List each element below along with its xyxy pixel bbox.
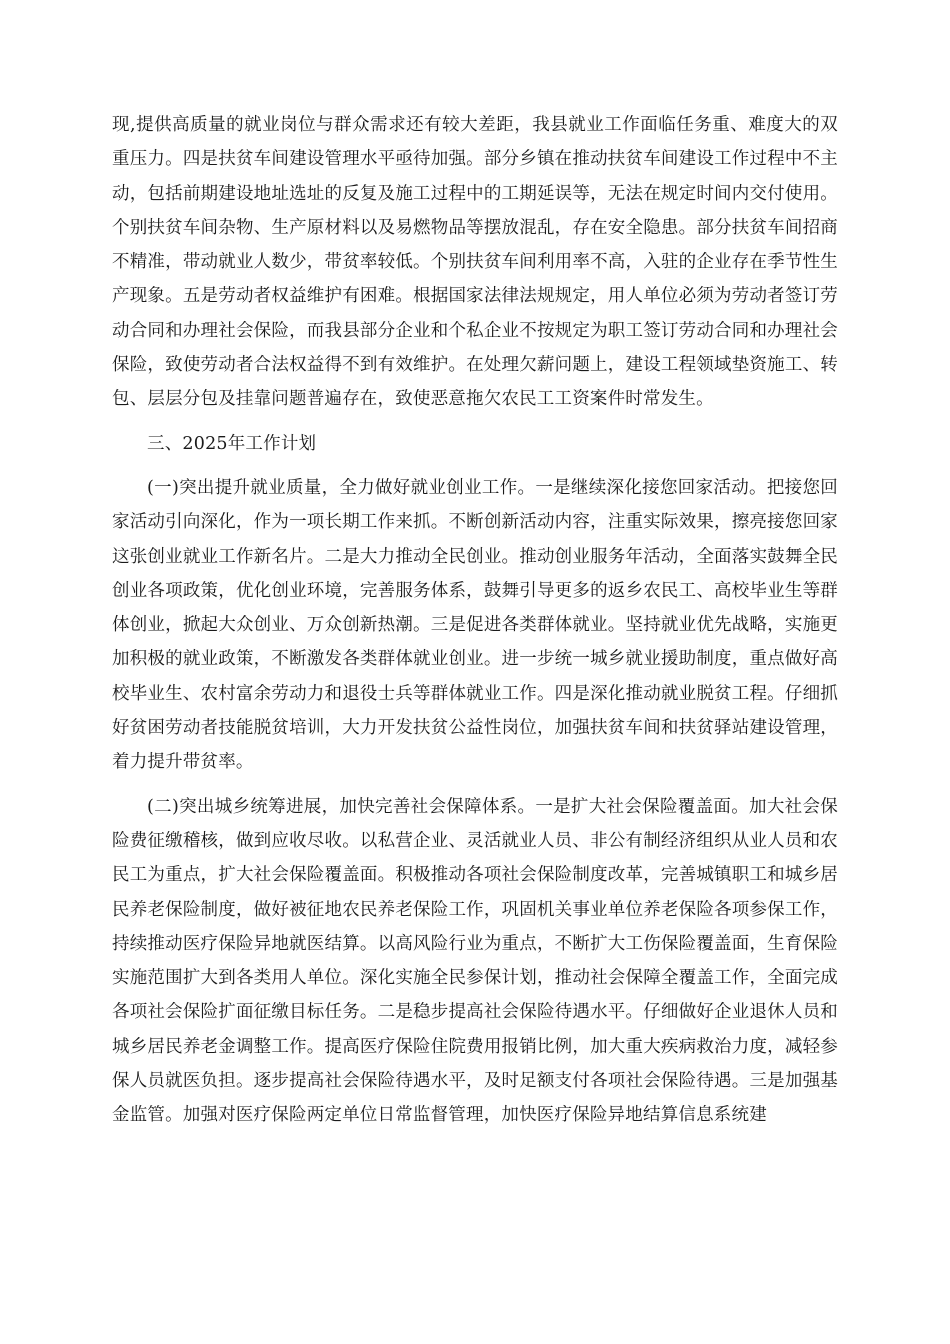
body-paragraph: (二)突出城乡统筹进展，加快完善社会保障体系。一是扩大社会保险覆盖面。加大社会保险费征缴稽核，做到应收尽收。以私营企业、灵活就业人员、非公有制经济组织从业人员和农民工为重点，扩大社会保险覆盖面。积极推动各项社会保险制度改革，完善城镇职工和城乡居民养老保险制度，做好被征地农民养老保险工作，巩固机关事业单位养老保险各项参保工作，持续推动医疗保险异地就医结算。以高风险行业为重点，不断扩大工伤保险覆盖面，生育保险实施范围扩大到各类用人单位。深化实施全民参保计划，推动社会保障全覆盖工作，全面完成各项社会保险扩面征缴目标任务。二是稳步提高社会保险待遇水平。仔细做好企业退休人员和城乡居民养老金调整工作。提高医疗保险住院费用报销比例，加大重大疾病救治力度，减轻参保人员就医负担。逐步提高社会保险待遇水平，及时足额支付各项社会保险待遇。三是加强基金监管。加强对医疗保险两定单位日常监督管理，加快医疗保险异地结算信息系统建 xyxy=(112,796,838,1126)
body-paragraph-continued: 现,提供高质量的就业岗位与群众需求还有较大差距，我县就业工作面临任务重、难度大的双重压力。四是扶贫车间建设管理水平亟待加强。部分乡镇在推动扶贫车间建设工作过程中不主动，包括前期建设地址选址的反复及施工过程中的工期延误等，无法在规定时间内交付使用。个别扶贫车间杂物、生产原材料以及易燃物品等摆放混乱，存在安全隐患。部分扶贫车间招商不精准，带动就业人数少，带贫率较低。个别扶贫车间利用率不高，入驻的企业存在季节性生产现象。五是劳动者权益维护有困难。根据国家法律法规规定，用人单位必须为劳动者签订劳动合同和办理社会保险，而我县部分企业和个私企业不按规定为职工签订劳动合同和办理社会保险，致使劳动者合法权益得不到有效维护。在处理欠薪问题上，建设工程领域垫资施工、转包、层层分包及挂靠问题普遍存在，致使恶意拖欠农民工工资案件时常发生。 xyxy=(112,115,838,410)
section-heading: 三、2025年工作计划 xyxy=(147,433,317,454)
body-paragraph: (一)突出提升就业质量，全力做好就业创业工作。一是继续深化接您回家活动。把接您回家活动引向深化，作为一项长期工作来抓。不断创新活动内容，注重实际效果，擦亮接您回家这张创业就业工作新名片。二是大力推动全民创业。推动创业服务年活动，全面落实鼓舞全民创业各项政策，优化创业环境，完善服务体系，鼓舞引导更多的返乡农民工、高校毕业生等群体创业，掀起大众创业、万众创新热潮。三是促进各类群体就业。坚持就业优先战略，实施更加积极的就业政策，不断激发各类群体就业创业。进一步统一城乡就业援助制度，重点做好高校毕业生、农村富余劳动力和退役士兵等群体就业工作。四是深化推动就业脱贫工程。仔细抓好贫困劳动者技能脱贫培训，大力开发扶贫公益性岗位，加强扶贫车间和扶贫驿站建设管理，着力提升带贫率。 xyxy=(112,477,838,773)
